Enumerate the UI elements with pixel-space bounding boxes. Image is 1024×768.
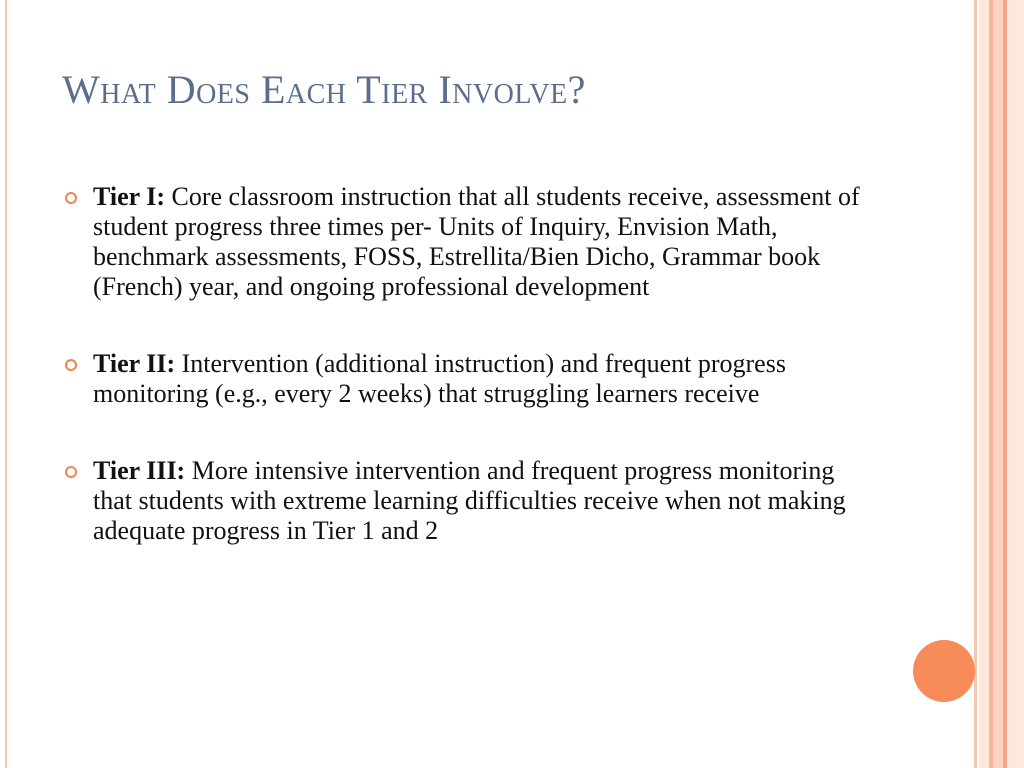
ring-bullet-icon [65, 466, 77, 478]
bullet-list [62, 182, 862, 593]
slide-title: What Does Each Tier Involve? [62, 67, 586, 112]
bullet-text: Intervention (additional instruction) and frequent progress monitoring (e.g., every 2 weeks) that struggling learners receive [93, 349, 786, 408]
ring-bullet-icon [65, 359, 77, 371]
orange-circle-decoration [913, 640, 975, 702]
ring-bullet-icon [65, 192, 77, 204]
bullet-label: Tier III: [93, 456, 186, 485]
bullet-item-tier-3 [62, 456, 862, 546]
stripe [993, 0, 1003, 768]
bullet-text: More intensive intervention and frequent progress monitoring that students with extreme learning difficulties receive when not making adequate progress in Tier 1 and 2 [93, 456, 846, 545]
stripe [979, 0, 989, 768]
bullet-label: Tier II: [93, 349, 176, 378]
bullet-label: Tier I: [93, 182, 165, 211]
stripe [974, 0, 977, 768]
right-decorative-stripes [974, 0, 1024, 768]
bullet-item-tier-1 [62, 182, 862, 302]
stripe [1007, 0, 1024, 768]
bullet-item-tier-2 [62, 349, 862, 409]
left-border-stripe [5, 0, 7, 768]
bullet-text: Core classroom instruction that all students receive, assessment of student progress three times per- Units of Inquiry, Envision Math, benchmark assessments, FOSS, Estrellita/Bien Dicho, Grammar book (French) year, and ongoing professional development [93, 182, 860, 301]
